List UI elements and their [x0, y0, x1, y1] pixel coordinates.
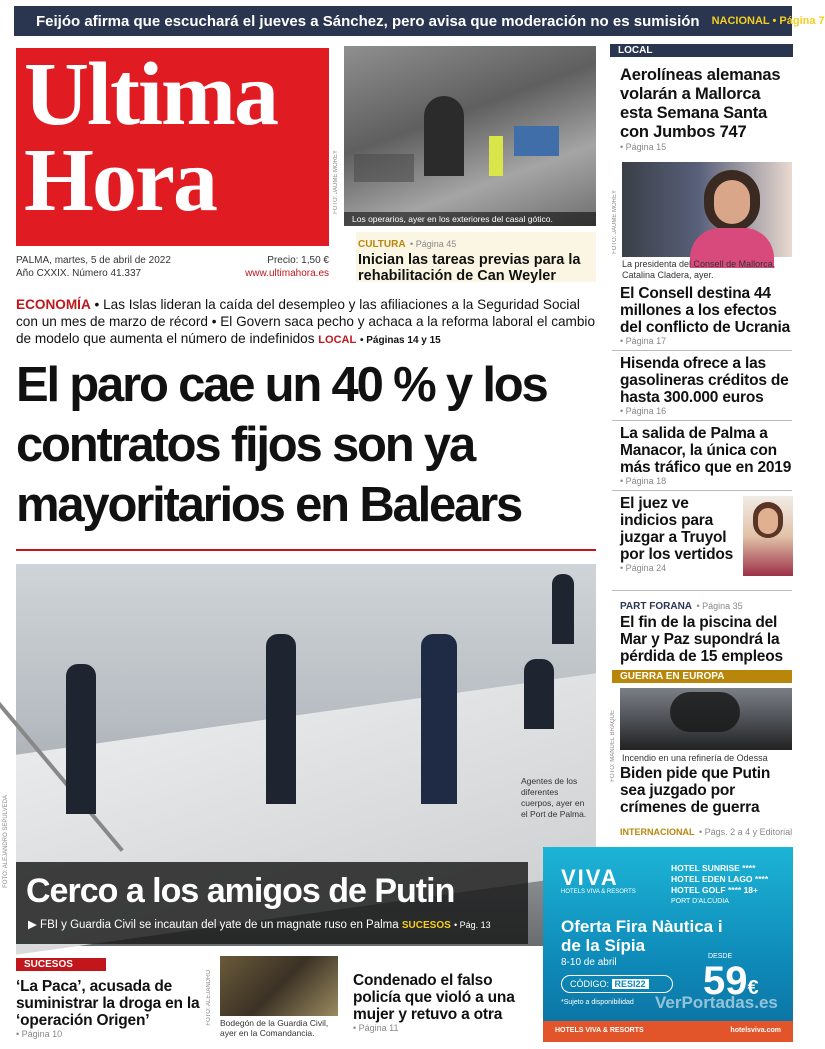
ad-price-value: 59	[703, 959, 748, 1003]
biden-pages: • Págs. 2 a 4 y Editorial	[698, 827, 793, 837]
ad-code: RESI22	[612, 979, 649, 989]
cladera-face	[714, 180, 750, 224]
ad-location: PORT D'ALCÚDIA	[671, 898, 729, 905]
sidebar-story-3[interactable]	[620, 355, 795, 416]
falso-policia-story[interactable]	[353, 972, 528, 1033]
truck-shape	[514, 126, 559, 156]
la-paca-headline: ‘La Paca’, acusada de suministrar la droga en la ‘operación Origen’	[16, 978, 200, 1029]
yacht-section: SUCESOS	[401, 920, 451, 931]
ad-dates: 8-10 de abril	[561, 957, 617, 968]
ad-currency: €	[747, 977, 759, 999]
ad-code-label: CÓDIGO:	[570, 979, 610, 989]
biden-story[interactable]	[620, 765, 795, 840]
biden-headline: Biden pide que Putin sea juzgado por crímenes de guerra	[620, 765, 771, 816]
sidebar-divider-1	[612, 350, 792, 351]
worker-shape	[489, 136, 503, 176]
agent-4	[524, 659, 554, 729]
bodegon-credit: FOTO: ALEJANDRO	[206, 970, 212, 1026]
viva-ad[interactable]	[543, 847, 793, 1042]
local-tag: LOCAL	[610, 44, 793, 57]
forana-page: • Página 35	[696, 601, 743, 611]
agent-5	[552, 574, 574, 644]
yacht-photo	[16, 564, 596, 946]
sidebar-story-2-headline: El Consell destina 44 millones a los efectos del conflicto de Ucrania	[620, 285, 791, 336]
sidebar-divider-4	[612, 590, 792, 591]
sidebar-divider-3	[612, 490, 792, 491]
ad-code-box	[561, 975, 673, 993]
ad-hotel-3: HOTEL GOLF **** 18+	[671, 885, 758, 895]
yacht-subhead	[16, 911, 528, 931]
truyol-photo	[743, 496, 793, 576]
falso-policia-page: • Página 11	[353, 1023, 399, 1033]
bodegon-caption: Bodegón de la Guardia Civil, ayer en la Comandancia.	[220, 1018, 329, 1038]
war-credit: FOTO: MANUEL BRAQUE	[610, 710, 616, 782]
war-tag: GUERRA EN EUROPA	[612, 670, 792, 683]
ad-footer-text: HOTELS VIVA & RESORTS	[555, 1027, 644, 1034]
culture-kicker: CULTURA	[358, 239, 406, 250]
la-paca-story[interactable]	[16, 978, 204, 1039]
culture-page: • Página 45	[410, 239, 457, 249]
masthead-meta	[16, 254, 329, 280]
cladera-credit: FOTO: JAUME MOREY	[612, 190, 618, 254]
top-photo-credit: FOTO: JAUME MOREY	[333, 150, 339, 214]
sidebar-story-5-headline: El juez ve indicios para juzgar a Truyol por los vertidos	[620, 495, 734, 563]
logo-line-1: Ultima	[24, 45, 277, 144]
culture-headline: Inician las tareas previas para la rehabilitación de Can Weyler	[358, 252, 581, 284]
yacht-headline-box[interactable]	[16, 862, 528, 944]
sidebar-story-2-page: • Página 17	[620, 336, 667, 346]
la-paca-page: • Página 10	[16, 1029, 63, 1039]
smoke-shape	[670, 692, 740, 732]
sidebar-story-4-headline: La salida de Palma a Manacor, la única con más tráfico que en 2019	[620, 425, 792, 476]
ad-hotel-1: HOTEL SUNRISE ****	[671, 863, 756, 873]
issue-number: Año CXXIX. Número 41.337	[16, 268, 142, 279]
odessa-caption: Incendio en una refinería de Odessa	[622, 753, 768, 763]
sidebar-story-5[interactable]	[620, 495, 738, 573]
lead-summary	[16, 296, 601, 349]
ad-brand: VIVA	[561, 865, 619, 890]
odessa-photo	[620, 688, 792, 750]
sidebar-story-5-page: • Página 24	[620, 563, 667, 573]
yacht-credit: FOTO: ALEJANDRO SEPÚLVEDA	[3, 795, 9, 888]
can-weyler-photo	[344, 46, 596, 226]
top-banner-section: NACIONAL • Página 7	[711, 15, 825, 27]
lead-bullets: • Las Islas lideran la caída del desempleo y las afiliaciones a la Seguridad Social con un mes de marzo de récord • El Govern saca pecho y achaca a la reforma laboral el cambio de modelo que aumenta el número de indefinidos	[16, 297, 596, 346]
logo-line-2: Hora	[24, 131, 216, 230]
sidebar-divider-2	[612, 420, 792, 421]
cladera-photo	[622, 162, 792, 257]
watermark: VerPortadas.es	[655, 993, 778, 1012]
lead-section: LOCAL	[318, 334, 357, 346]
sidebar-story-2[interactable]	[620, 285, 795, 346]
cladera-caption: La presidenta del Consell de Mallorca, Catalina Cladera, ayer.	[622, 259, 776, 280]
agent-1	[66, 664, 96, 814]
ad-brand-sub: HOTELS VIVA & RESORTS	[561, 889, 636, 895]
agent-3	[421, 634, 457, 804]
graffiti-shape	[354, 154, 414, 182]
issue-date: PALMA, martes, 5 de abril de 2022	[16, 255, 171, 266]
truyol-face	[758, 508, 778, 534]
top-banner[interactable]	[14, 6, 825, 36]
ad-footer	[543, 1021, 793, 1042]
top-banner-headline: Feijóo afirma que escuchará el jueves a Sánchez, pero avisa que moderación no es sumisión	[36, 12, 700, 30]
lead-divider	[16, 549, 596, 551]
yacht-sub: ▶ FBI y Guardia Civil se incautan del yate de un magnate ruso en Palma	[28, 919, 399, 931]
sidebar-story-4-page: • Página 18	[620, 476, 667, 486]
price: Precio: 1,50 €	[267, 255, 329, 266]
lead-headline[interactable]: El paro cae un 40 % y los contratos fijos son ya mayoritarios en Balears	[16, 358, 547, 532]
forana-story[interactable]	[620, 596, 795, 665]
yacht-caption: Agentes de los diferentes cuerpos, ayer en el Port de Palma.	[521, 776, 587, 819]
sidebar-story-3-page: • Página 16	[620, 406, 667, 416]
falso-policia-headline: Condenado el falso policía que violó a una mujer y retuvo a otra	[353, 972, 515, 1023]
sidebar-story-1-page: • Página 15	[620, 142, 667, 152]
sidebar-story-3-headline: Hisenda ofrece a las gasolineras créditos de hasta 300.000 euros	[620, 355, 789, 406]
doorway-shape	[424, 96, 464, 176]
lead-pages: • Páginas 14 y 15	[359, 335, 441, 346]
agent-2	[266, 634, 296, 804]
sidebar-story-1-headline: Aerolíneas alemanas volarán a Mallorca esta Semana Santa con Jumbos 747	[620, 66, 781, 141]
ad-site[interactable]: hotelsviva.com	[730, 1027, 781, 1034]
masthead-logo	[16, 45, 329, 246]
sucesos-tag: SUCESOS	[16, 958, 106, 971]
sidebar-story-1[interactable]	[620, 66, 795, 152]
culture-box[interactable]	[356, 232, 596, 282]
yacht-page: • Pág. 13	[453, 920, 491, 930]
forana-kicker: PART FORANA	[620, 601, 693, 612]
website-link[interactable]: www.ultimahora.es	[245, 268, 329, 279]
ad-terms: *Sujeto a disponibilidad	[561, 999, 634, 1006]
sidebar-story-4[interactable]	[620, 425, 795, 486]
ad-from: DESDE	[708, 953, 733, 960]
ad-hotels	[671, 863, 768, 907]
lead-kicker: ECONOMÍA	[16, 297, 91, 312]
forana-headline: El fin de la piscina del Mar y Paz supondrá la pérdida de 15 empleos	[620, 614, 783, 665]
ad-offer: Oferta Fira Nàutica i de la Sípia	[561, 917, 723, 955]
ad-hotel-2: HOTEL EDEN LAGO ****	[671, 874, 769, 884]
can-weyler-caption: Los operarios, ayer en los exteriores del casal gótico.	[344, 212, 596, 226]
biden-section: INTERNACIONAL	[620, 827, 695, 837]
bodegon-photo	[220, 956, 338, 1016]
yacht-headline: Cerco a los amigos de Putin	[26, 872, 455, 910]
